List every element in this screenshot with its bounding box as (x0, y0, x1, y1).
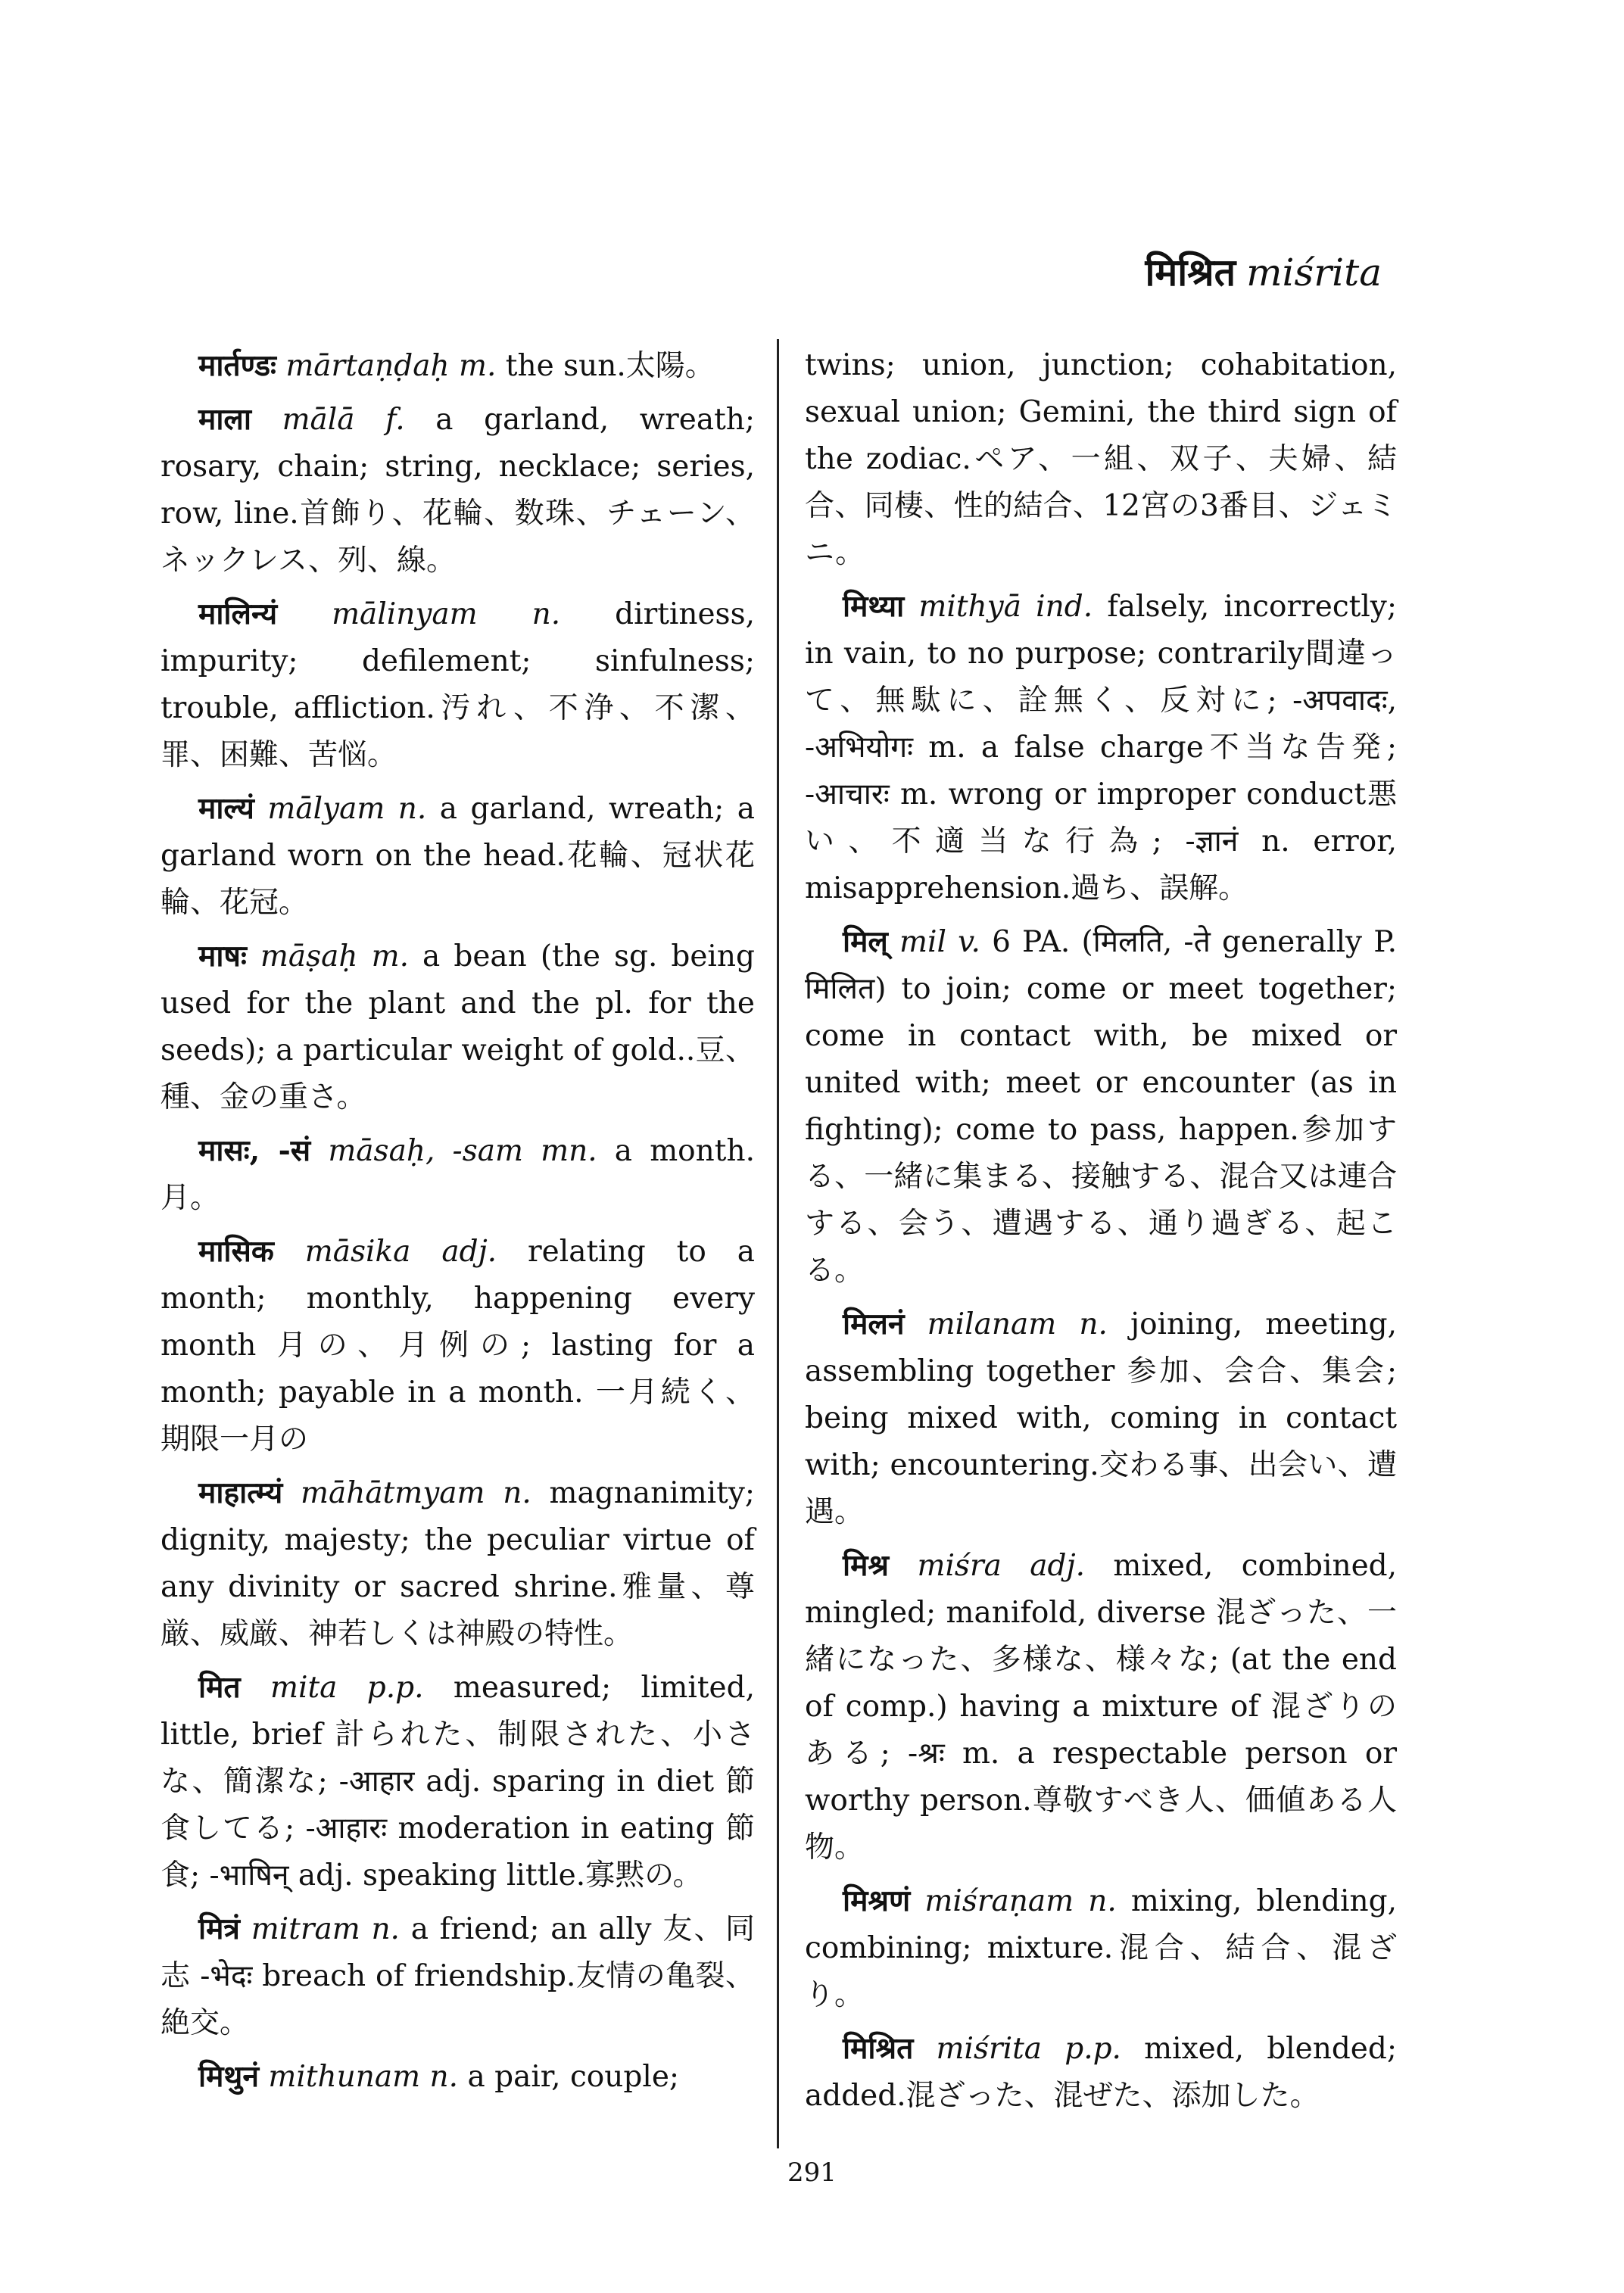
entry-definition: 6 PA. (मिलति, -ते generally P. मिलित) to join; come or meet together; come in contact with, be mixed or united with; meet or encounter (as in fighting); come to pass, happen.参加する、一緒に集まる、接触する、混合又は連合する、会う、遭遇する、通り過ぎる、起こる。 (805, 925, 1397, 1288)
entry-transliteration: māsika (304, 1235, 411, 1269)
entry-definition: falsely, incorrectly; in vain, to no purpose; contrarily間違って、無駄に、詮無く、反対に; -अपवादः, -अभियोगः m. a false charge不当な告発; -आचारः m. wrong or improper conduct悪い、不適当な行為; -ज्ञानं n. error, misapprehension.過ち、誤解。 (805, 590, 1397, 905)
entry-transliteration: mālinyam (332, 597, 478, 631)
entry-headword: मिथुनं (198, 2059, 259, 2094)
entry-definition: the sun.太陽。 (505, 349, 715, 383)
right-column (805, 342, 1397, 2126)
entry-headword: मासः, -सं (198, 1133, 311, 1168)
entry-headword: मित्रं (198, 1911, 240, 1946)
entry-headword: मिथ्या (843, 589, 905, 624)
entry-headword: मार्तण्डः (198, 348, 276, 383)
entry-definition: magnanimity; dignity, majesty; the peculiar virtue of any divinity or sacred shrine.雅量、尊厳、威厳、神若しくは神殿の特性。 (161, 1476, 755, 1651)
entry-definition: mixed, combined, mingled; manifold, diverse 混ざった、一緒になった、多様な、様々な; (at the end of comp.) having a mixture of 混ざりのある; -श्रः m. a respectable person or worthy person.尊敬すべき人、価値ある人物。 (805, 1549, 1398, 1865)
entry-headword: माल्यं (198, 791, 254, 826)
entry-transliteration: māsaḥ, -sam (328, 1134, 523, 1168)
page-number: 291 (787, 2157, 837, 2188)
entry-grammar-label: f. (385, 403, 405, 437)
entry-headword: माषः (198, 939, 247, 974)
dictionary-entry (161, 590, 755, 779)
dictionary-entry (161, 1228, 755, 1463)
dictionary-entry (161, 396, 755, 584)
entry-headword: मिश्रणं (843, 1883, 911, 1918)
entry-definition: a friend; an ally 友、同志 -भेदः breach of friendship.友情の亀裂、絶交。 (161, 1912, 755, 2040)
running-head (1145, 250, 1382, 295)
entry-transliteration: mārtaṇḍaḥ (285, 349, 450, 383)
entry-transliteration: mita (270, 1671, 338, 1705)
running-head-latin: miśrita (1246, 251, 1382, 294)
entry-headword: माहात्म्यं (198, 1475, 283, 1510)
entry-transliteration: māhātmyam (301, 1476, 485, 1510)
dictionary-entry (805, 918, 1397, 1294)
entry-transliteration: mithyā (918, 590, 1021, 624)
entry-grammar-label: n. (531, 597, 561, 631)
entry-definition: twins; union, junction; cohabitation, sexual union; Gemini, the third sign of the zodiac.ペア、一組、双子、夫婦、結合、同棲、性的結合、12宮の3番目、ジェミニ。 (805, 348, 1397, 570)
entry-transliteration: mil (899, 925, 946, 959)
entry-definition: mixed, blended; added.混ざった、混ぜた、添加した。 (805, 2032, 1397, 2113)
running-head-devanagari: मिश्रित (1145, 250, 1236, 294)
entry-transliteration: miśraṇam (924, 1884, 1074, 1918)
dictionary-entry (161, 785, 755, 927)
entry-definition: a garland, wreath; rosary, chain; string, necklace; series, row, line.首飾り、花輪、数珠、チェーン、ネックレス、列、線。 (161, 403, 756, 578)
entry-grammar-label: m. (371, 939, 409, 974)
entry-headword: मासिक (198, 1234, 274, 1269)
entry-transliteration: mālyam (267, 792, 385, 826)
entry-definition: joining, meeting, assembling together 参加、会合、集会; being mixed with, coming in contact with; encountering.交わる事、出会い、遭遇。 (805, 1307, 1397, 1529)
entry-headword: मिश्रित (843, 2031, 914, 2066)
column-divider (777, 339, 779, 2148)
dictionary-entry (161, 1127, 755, 1222)
entry-transliteration: milanam (927, 1307, 1057, 1341)
entry-headword: मिल् (843, 924, 888, 959)
entry-definition: measured; limited, little, brief 計られた、制限された、小さな、簡潔な; -आहार adj. sparing in diet 節食してる; -आहारः moderation in eating 節食; -भाषिन् adj. speaking little.寡黙の。 (161, 1671, 755, 1893)
entry-definition: mixing, blending, combining; mixture.混合、結合、混ざり。 (805, 1884, 1397, 2012)
dictionary-entry (161, 1469, 755, 1658)
entry-definition: relating to a month; monthly, happening every month 月の、月例の; lasting for a month; payable in a month. 一月続く、期限一月の (161, 1235, 755, 1456)
entry-transliteration: mithunam (268, 2060, 421, 2094)
entry-definition: dirtiness, impurity; defilement; sinfulness; trouble, affliction.汚れ、不浄、不潔、罪、困難、苦悩。 (161, 597, 755, 772)
entry-headword: मित (198, 1670, 241, 1705)
entry-grammar-label: m. (459, 349, 497, 383)
entry-transliteration: miśra (917, 1549, 1002, 1583)
dictionary-entry (161, 933, 755, 1121)
dictionary-entry (161, 1905, 755, 2047)
entry-grammar-label: p.p. (366, 1671, 424, 1705)
entry-transliteration: miśrita (936, 2032, 1043, 2066)
entry-grammar-label: adj. (441, 1235, 497, 1269)
entry-headword: मिश्र (843, 1548, 890, 1583)
dictionary-entry (161, 342, 755, 390)
dictionary-entry (805, 1542, 1397, 1871)
entry-transliteration: māṣaḥ (260, 939, 358, 974)
entry-grammar-label: adj. (1030, 1549, 1085, 1583)
entry-definition: a garland, wreath; a garland worn on the head.花輪、冠状花輪、花冠。 (161, 792, 756, 920)
dictionary-entry (805, 2025, 1397, 2120)
dictionary-entry (805, 1301, 1397, 1536)
entry-grammar-label: n. (397, 792, 427, 826)
entry-grammar-label: n. (1088, 1884, 1117, 1918)
entry-grammar-label: v. (958, 925, 980, 959)
entry-transliteration: mitram (251, 1912, 360, 1946)
entry-headword: मालिन्यं (198, 597, 278, 631)
entry-headword: मिलनं (843, 1307, 905, 1341)
entry-grammar-label: mn. (541, 1134, 597, 1168)
left-column (161, 342, 755, 2107)
entry-definition: a month. 月。 (161, 1134, 755, 1215)
dictionary-entry (161, 2053, 755, 2101)
entry-definition: a bean (the sg. being used for the plant and the pl. for the seeds); a particular weight of gold..豆、種、金の重さ。 (161, 939, 755, 1114)
entry-grammar-label: n. (429, 2060, 459, 2094)
entry-grammar-label: n. (371, 1912, 400, 1946)
dictionary-entry (161, 1664, 755, 1899)
dictionary-entry (805, 1877, 1397, 2019)
dictionary-entry (805, 583, 1397, 912)
entry-grammar-label: p.p. (1064, 2032, 1121, 2066)
entry-grammar-label: n. (1079, 1307, 1108, 1341)
entry-grammar-label: ind. (1036, 590, 1093, 624)
entry-transliteration: mālā (282, 403, 355, 437)
dictionary-entry (805, 342, 1397, 577)
entry-grammar-label: n. (503, 1476, 531, 1510)
entry-headword: माला (198, 402, 251, 437)
entry-definition: a pair, couple; (467, 2060, 680, 2094)
